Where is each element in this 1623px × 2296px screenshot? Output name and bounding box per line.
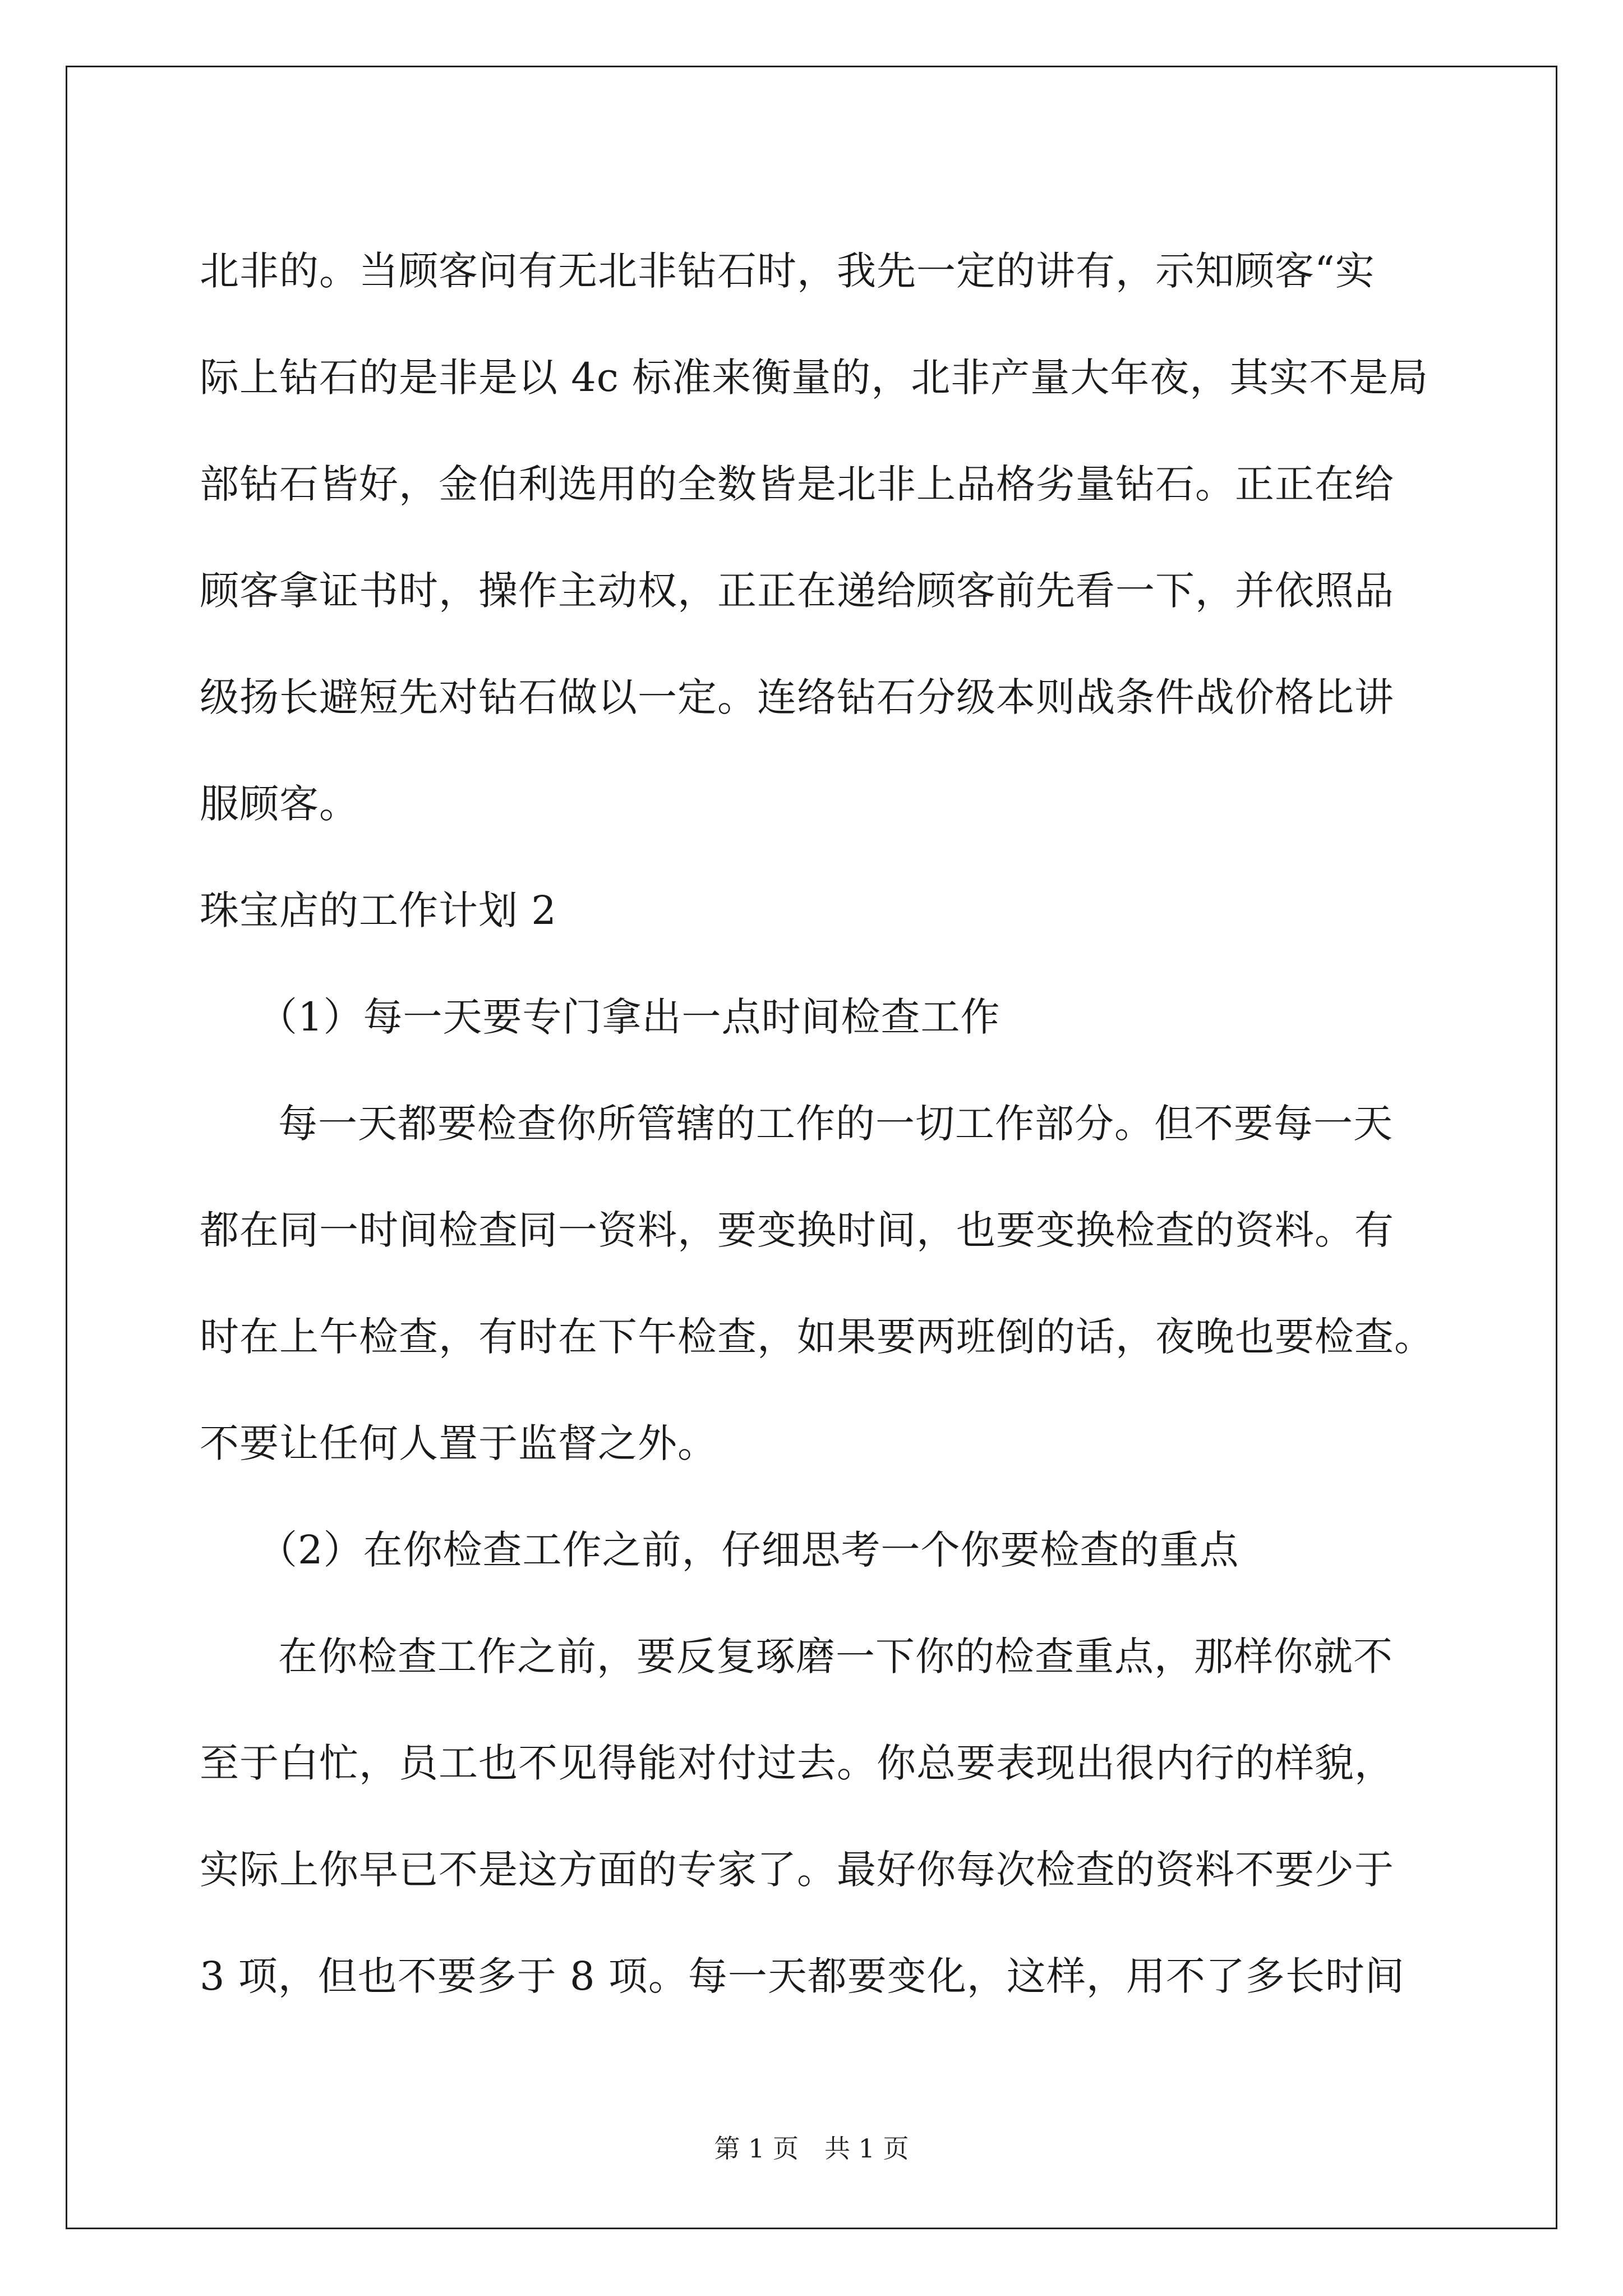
document-body bbox=[200, 218, 1461, 2030]
item-heading-1: （1）每一天要专门拿出一点时间检查工作 bbox=[258, 994, 1000, 1040]
body-line: 际上钻石的是非是以 4c 标准来衡量的，北非产量大年夜，其实不是局 bbox=[200, 355, 1429, 401]
page-number: 第 1 页 bbox=[714, 2133, 799, 2164]
item2-line: 至于白忙，员工也不见得能对付过去。你总要表现出很内行的样貌， bbox=[200, 1740, 1394, 1786]
body-line: 级扬长避短先对钻石做以一定。连络钻石分级本则战条件战价格比讲 bbox=[200, 674, 1394, 720]
item2-line: 3 项，但也不要多于 8 项。每一天都要变化，这样，用不了多长时间 bbox=[200, 1953, 1405, 1999]
body-line: 顾客拿证书时，操作主动权，正正在递给顾客前先看一下，并依照品 bbox=[200, 568, 1394, 614]
item1-line: 都在同一时间检查同一资料，要变换时间，也要变换检查的资料。有 bbox=[200, 1207, 1394, 1253]
page-total: 共 1 页 bbox=[824, 2133, 909, 2164]
body-line: 服顾客。 bbox=[200, 781, 359, 827]
item2-line: 实际上你早已不是这方面的专家了。最好你每次检查的资料不要少于 bbox=[200, 1847, 1394, 1893]
page-footer bbox=[0, 2132, 1623, 2165]
body-line: 北非的。当顾客问有无北非钻石时，我先一定的讲有，示知顾客“实 bbox=[200, 248, 1375, 294]
body-line: 部钻石皆好，金伯利选用的全数皆是北非上品格劣量钻石。正正在给 bbox=[200, 461, 1394, 507]
section-title: 珠宝店的工作计划 2 bbox=[200, 887, 557, 933]
item2-line: 在你检查工作之前，要反复琢磨一下你的检查重点，那样你就不 bbox=[278, 1634, 1393, 1680]
item-heading-2: （2）在你检查工作之前，仔细思考一个你要检查的重点 bbox=[258, 1527, 1239, 1573]
item1-line: 每一天都要检查你所管辖的工作的一切工作部分。但不要每一天 bbox=[278, 1101, 1393, 1147]
item1-line: 不要让任何人置于监督之外。 bbox=[200, 1420, 717, 1466]
item1-line: 时在上午检查，有时在下午检查，如果要两班倒的话，夜晚也要检查。 bbox=[200, 1314, 1434, 1360]
